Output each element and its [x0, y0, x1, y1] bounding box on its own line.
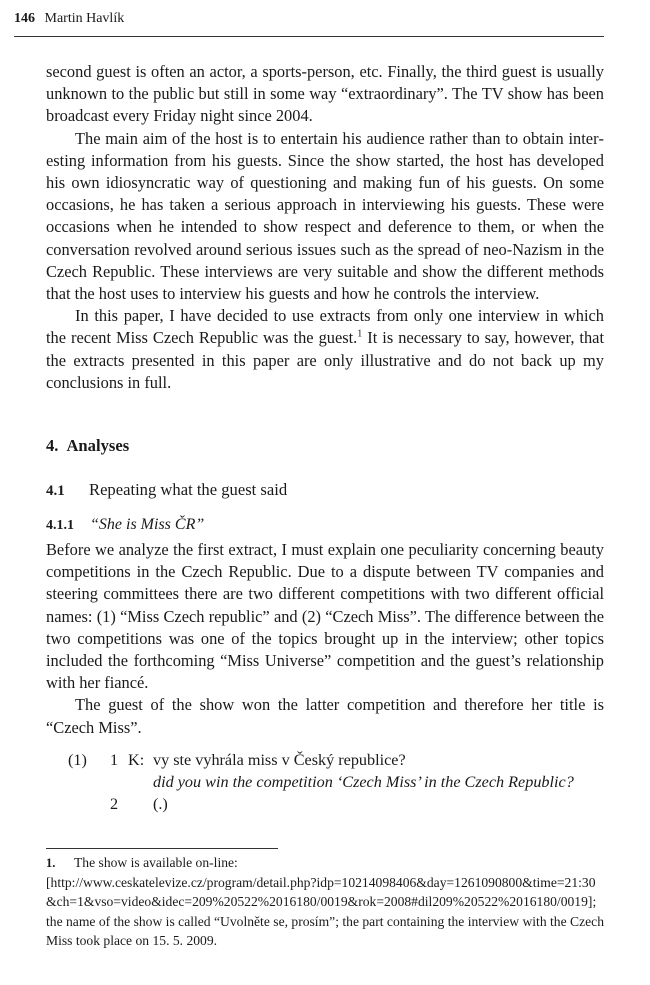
footnote-rule [46, 848, 278, 849]
transcript-utterance: vy ste vyhrála miss v Český republice? [153, 751, 406, 769]
paragraph: Before we analyze the first extract, I must explain one peculiarity concerning beauty competitions in the Czech Republic. Due to a dispute between TV companies and steering committees there are two different competitions with two different official names: (1) “Miss Czech republic” and (2) “Czech Miss”. The difference between the two competitions was one of the topics brought up in the interview; other topics included the forthcoming “Miss Universe” competition and the guest’s relationship with her fiancé. [46, 540, 604, 693]
section-title: Analyses [66, 436, 130, 455]
subsection-title: Repeating what the guest said [89, 480, 288, 499]
paragraph: The main aim of the host is to entertain his audience rather than to obtain interesting information from his guests. Since the show started, the host has developed his own idiosyncratic way of questioning and making fun of his guests. On some occasions, he has taken a serious approach in interviewing his guests. These were occasions when he intended to show respect and deference to them, or when the conversation revolved around serious issues such as the spread of neo-Nazism in the Czech Republic. These interviews are very suitable and show the different methods that the host uses to interview his guests and how he controls the interview. [46, 128, 604, 304]
transcript-line-number: 2 [110, 795, 119, 813]
header-rule [14, 36, 604, 37]
footnote-reference[interactable]: 1 [357, 328, 363, 340]
subsubsection-title: “She is Miss ČR” [90, 516, 205, 533]
page-number: 146 [14, 11, 35, 26]
transcript-pause: (.) [153, 795, 168, 813]
running-author: Martin Havlík [44, 11, 125, 26]
analysis-text [46, 539, 604, 739]
footnote-url[interactable]: [http://www.ceskatelevize.cz/program/detail.php?idp=10214098406&day=1261090800&time=21:30&ch=1&vso=video&idec=209%20522%2016180/0019&rok=2008#dil209%20522%2016180/0019] [46, 875, 596, 910]
footnote [46, 853, 604, 950]
footnote-lead: 1. The show is available on-line: [46, 853, 604, 873]
subsubsection-number: 4.1.1 [46, 518, 74, 533]
section-number: 4. [46, 436, 59, 455]
paragraph: The guest of the show won the latter competition and therefore her title is “Czech Miss”. [46, 695, 604, 737]
subsection-number: 4.1 [46, 483, 65, 499]
running-header [14, 10, 604, 28]
footnote-number: 1. [46, 856, 56, 870]
footnote-body: [http://www.ceskatelevize.cz/program/detail.php?idp=10214098406&day=1261090800&time=21:30&ch=1&vso=video&idec=209%20522%2016180/0019&rok=2008#dil209%20522%2016180/0019]; the name of the show is called “Uvolněte se, prosím”; the part containing the interview with the Czech Miss took place on 15. 5. 2009. [46, 875, 604, 948]
section-heading [46, 436, 129, 456]
intro-text [46, 61, 604, 394]
paragraph: In this paper, I have decided to use extracts from only one interview in which the recent Miss Czech Republic was the guest.$^1$ It is necessary to say, however, that the extracts presented in this paper are only illustrative and do not back up my conclusions in full. [46, 306, 605, 392]
transcript-line-number: 1 [110, 751, 119, 769]
subsection-heading [46, 480, 287, 500]
paragraph: second guest is often an actor, a sports-person, etc. Finally, the third guest is usually unknown to the public but still in some way “extraordinary”. The TV show has been broadcast every Friday night since 2004. [46, 62, 604, 126]
transcript-speaker: K: [128, 751, 145, 769]
subsubsection-heading [46, 516, 204, 534]
transcript-gloss: did you win the competition ‘Czech Miss’ in the Czech Republic? [153, 773, 574, 791]
example-number: (1) [68, 751, 87, 769]
